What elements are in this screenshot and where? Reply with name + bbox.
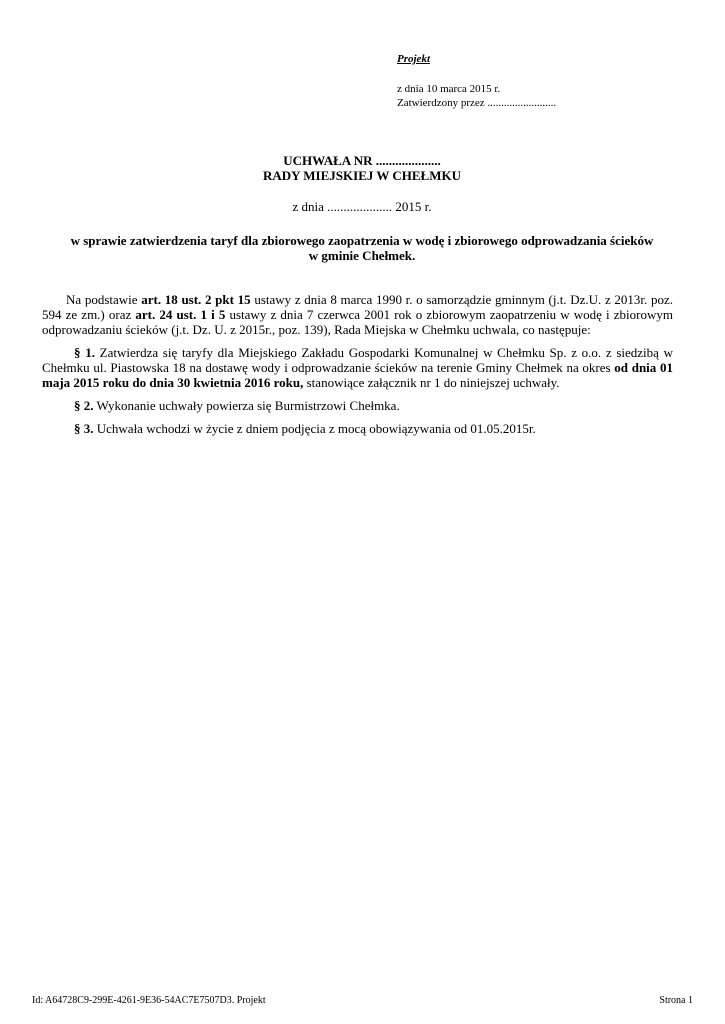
title-line-2: RADY MIEJSKIEJ W CHEŁMKU — [262, 168, 462, 183]
header-block — [397, 52, 697, 110]
preamble-text-3: ustawy z dnia 7 czerwca 2001 rok o zbiorowym zaopatrzeniu w wodę i zbiorowym odprowadzaniu ścieków (j.t. Dz. U. z 2015r., poz. 139), Rada Miejska w Chełmku uchwala, co następuje: — [42, 307, 673, 337]
resolution-date: z dnia .................... 2015 r. — [292, 199, 432, 214]
paragraph-2-label: § 2. — [74, 398, 94, 413]
paragraph-1-text-1: Zatwierdza się taryfy dla Miejskiego Zakładu Gospodarki Komunalnej w Chełmku Sp. z o.o. z siedzibą w Chełmku ul. Piastowska 18 na dostawę wody i odprowadzanie ścieków na terenie Gminy Chełmek na okres — [42, 345, 674, 375]
paragraph-1 — [42, 345, 673, 390]
projekt-label: Projekt — [397, 53, 430, 65]
preamble-paragraph — [42, 292, 673, 337]
resolution-body — [42, 292, 673, 444]
title-line-1: UCHWAŁA NR .................... — [283, 153, 441, 168]
subject-line-2: w gminie Chełmek. — [308, 248, 416, 263]
paragraph-2 — [42, 398, 673, 413]
preamble-text-2: ustawy z dnia 8 marca 1990 r. o samorządzie gminnym (j.t. Dz.U. z 2013r. poz. 594 ze zm.) oraz — [42, 292, 673, 322]
resolution-subject — [42, 233, 682, 263]
preamble-bold-2: art. 24 ust. 1 i 5 — [135, 307, 226, 322]
paragraph-3-label: § 3. — [74, 421, 94, 436]
header-date-line: z dnia 10 marca 2015 r. — [397, 83, 501, 95]
paragraph-2-text: Wykonanie uchwały powierza się Burmistrzowi Chełmka. — [93, 398, 400, 413]
preamble-bold-1: art. 18 ust. 2 pkt 15 — [141, 292, 251, 307]
paragraph-3-text: Uchwała wchodzi w życie z dniem podjęcia z mocą obowiązywania od 01.05.2015r. — [93, 421, 536, 436]
paragraph-1-bold: od dnia 01 maja 2015 roku do dnia 30 kwietnia 2016 roku, — [42, 360, 673, 390]
paragraph-1-label: § 1. — [74, 345, 95, 360]
subject-line-1: w sprawie zatwierdzenia taryf dla zbiorowego zaopatrzenia w wodę i zbiorowego odprowadzania ścieków — [70, 233, 654, 248]
resolution-title — [62, 153, 662, 183]
footer-document-id: Id: A64728C9-299E-4261-9E36-54AC7E7507D3. Projekt — [32, 995, 266, 1006]
preamble-text-1: Na podstawie — [66, 292, 142, 307]
header-approved-line: Zatwierdzony przez ......................... — [397, 97, 557, 109]
paragraph-1-text-2: stanowiące załącznik nr 1 do niniejszej uchwały. — [303, 375, 560, 390]
paragraph-3 — [42, 421, 673, 436]
footer-page-number: Strona 1 — [659, 995, 693, 1006]
